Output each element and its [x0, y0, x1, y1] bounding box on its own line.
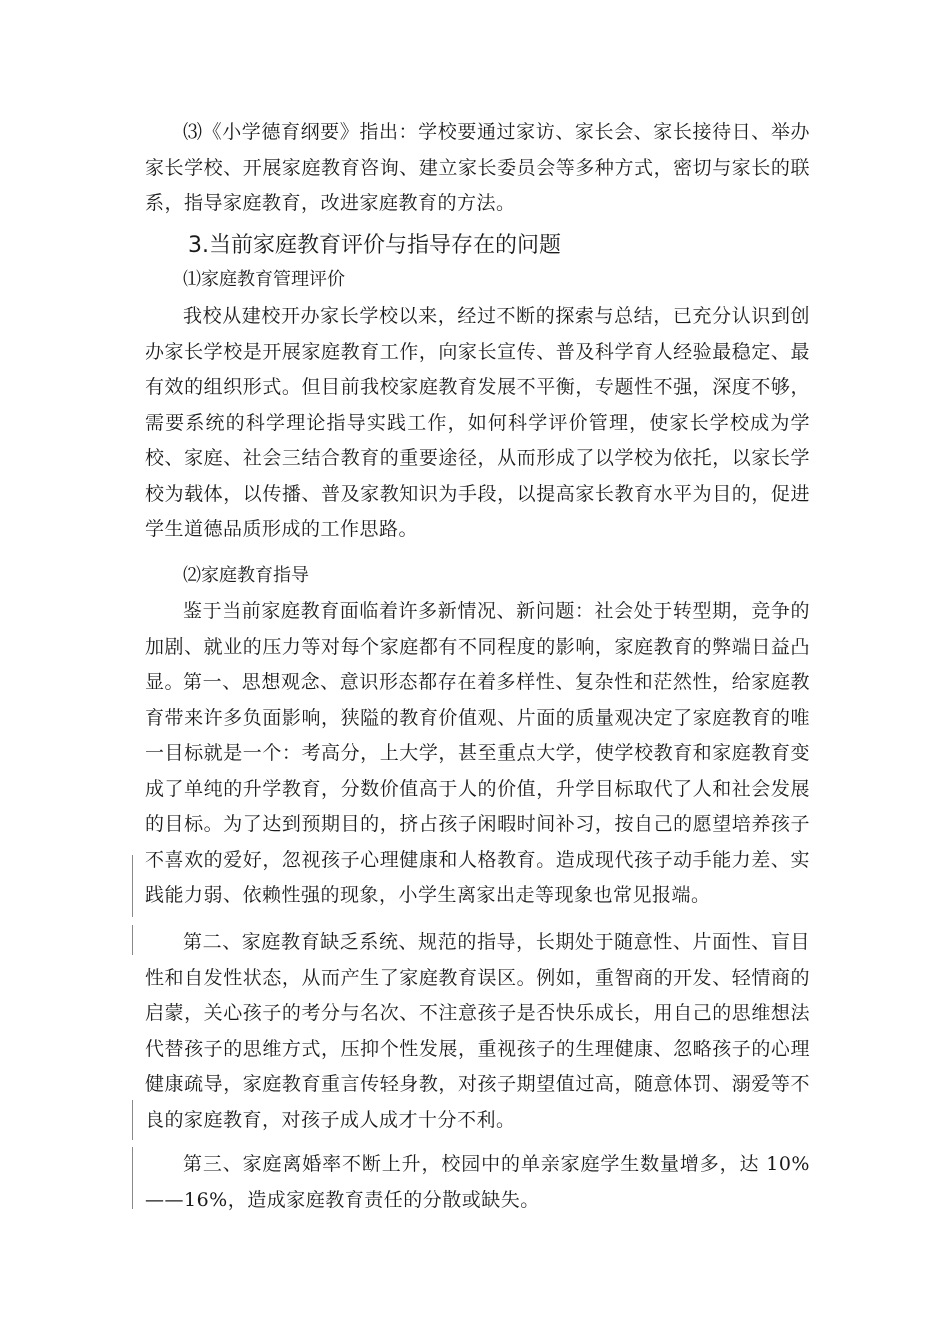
subheading-guidance: ⑵家庭教育指导	[183, 565, 309, 586]
subheading-management-evaluation: ⑴家庭教育管理评价	[183, 269, 345, 290]
paragraph-item-3: ⑶《小学德育纲要》指出：学校要通过家访、家长会、家长接待日、举办家长学校、开展家庭教育咨询、建立家长委员会等多种方式，密切与家长的联系，指导家庭教育，改进家庭教育的方法。	[145, 121, 810, 214]
paragraph-second: 第二、家庭教育缺乏系统、规范的指导，长期处于随意性、片面性、盲目性和自发性状态，从而产生了家庭教育误区。例如，重智商的开发、轻情商的启蒙，关心孩子的考分与名次、不注意孩子是否快乐成长，用自己的思维想法代替孩子的思维方式，压抑个性发展，重视孩子的生理健康、忽略孩子的心理健康疏导，家庭教育重言传轻身教，对孩子期望值过高，随意体罚、溺爱等不良的家庭教育，对孩子成人成才十分不利。	[145, 931, 810, 1131]
margin-change-bar	[132, 1100, 133, 1140]
margin-change-bar	[132, 925, 133, 955]
paragraph-intro: 鉴于当前家庭教育面临着许多新情况、新问题：社会处于转型期，竞争的加剧、就业的压力等对每个家庭都有不同程度的影响，家庭教育的弊端日益凸显。	[145, 600, 810, 693]
margin-change-bar	[132, 855, 133, 917]
paragraph-first: 第一、思想观念、意识形态都存在着多样性、复杂性和茫然性，给家庭教育带来许多负面影响，狭隘的教育价值观、片面的质量观决定了家庭教育的唯一目标就是一个：考高分，上大学，甚至重点大学，使学校教育和家庭教育变成了单纯的升学教育，分数价值高于人的价值，升学目标取代了人和社会发展的目标。为了达到预期目的，挤占孩子闲暇时间补习，按自己的愿望培养孩子不喜欢的爱好，忽视孩子心理健康和人格教育。造成现代孩子动手能力差、实践能力弱、依赖性强的现象，小学生离家出走等现象也常见报端。	[145, 671, 810, 906]
margin-change-bar	[132, 1147, 133, 1209]
paragraph-third: 第三、家庭离婚率不断上升，校园中的单亲家庭学生数量增多，达 10%——16%，造成家庭教育责任的分散或缺失。	[145, 1153, 810, 1211]
paragraph-management: 我校从建校开办家长学校以来，经过不断的探索与总结，已充分认识到创办家长学校是开展家庭教育工作，向家长宣传、普及科学育人经验最稳定、最有效的组织形式。但目前我校家庭教育发展不平衡，专题性不强，深度不够，需要系统的科学理论指导实践工作，如何科学评价管理，使家长学校成为学校、家庭、社会三结合教育的重要途径，从而形成了以学校为依托，以家长学校为载体，以传播、普及家教知识为手段，以提高家长教育水平为目的，促进学生道德品质形成的工作思路。	[145, 305, 810, 540]
section-heading-3: 3.当前家庭教育评价与指导存在的问题	[188, 233, 561, 258]
